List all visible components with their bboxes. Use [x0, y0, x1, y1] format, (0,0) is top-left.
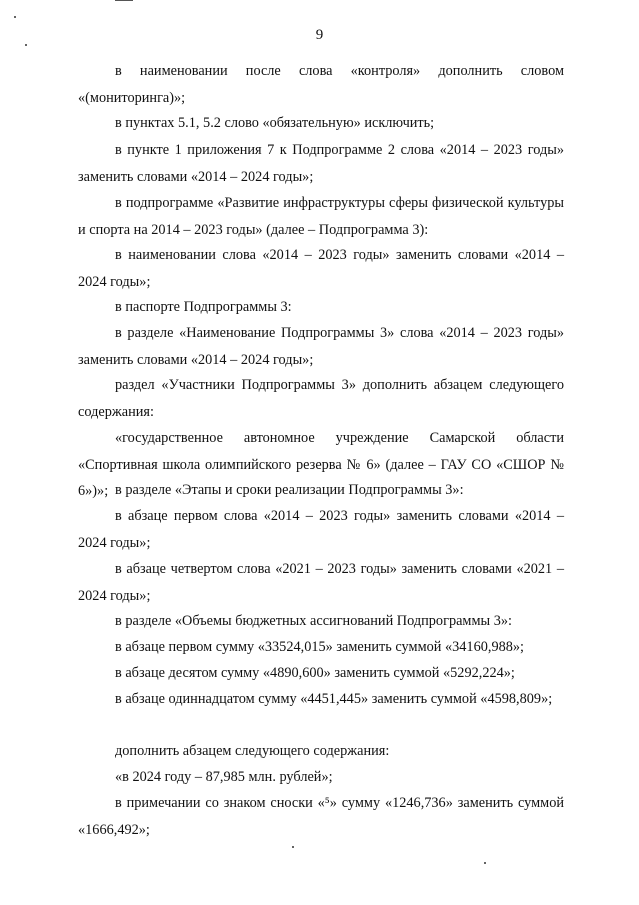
scan-speck [292, 846, 294, 848]
scan-speck [25, 44, 27, 46]
paragraph-7: в разделе «Наименование Подпрограммы 3» слова «2014 – 2023 годы» заменить словами «2014 – 2024 годы»; [78, 325, 564, 368]
paragraph-2: в пунктах 5.1, 5.2 слово «обязательную» исключить; [115, 115, 435, 131]
paragraph-10: в разделе «Этапы и сроки реализации Подпрограммы 3»: [115, 482, 464, 498]
paragraph-14: в абзаце первом сумму «33524,015» заменить суммой «34160,988»; [115, 639, 525, 655]
page-number: 9 [315, 27, 324, 43]
scan-mark [115, 0, 133, 1]
paragraph-11: в абзаце первом слова «2014 – 2023 годы» заменить словами «2014 – 2024 годы»; [78, 508, 564, 551]
paragraph-4: в подпрограмме «Развитие инфраструктуры сферы физической культуры и спорта на 2014 – 2023 годы» (далее – Подпрограмма 3): [78, 195, 564, 238]
paragraph-19: в примечании со знаком сноски «⁵» сумму «1246,736» заменить суммой «1666,492»; [78, 795, 564, 838]
paragraph-1: в наименовании после слова «контроля» дополнить словом «(мониторинга)»; [78, 63, 564, 106]
paragraph-13: в разделе «Объемы бюджетных ассигнований Подпрограммы 3»: [115, 613, 512, 629]
paragraph-15: в абзаце десятом сумму «4890,600» заменить суммой «5292,224»; [115, 665, 515, 681]
paragraph-9: «государственное автономное учреждение Самарской области «Спортивная школа олимпийского резерва № 6» (далее – ГАУ СО «СШОР № 6»)»; [78, 430, 564, 500]
scan-speck [484, 862, 486, 864]
paragraph-16: в абзаце одиннадцатом сумму «4451,445» заменить суммой «4598,809»; [115, 691, 553, 707]
paragraph-8: раздел «Участники Подпрограммы 3» дополнить абзацем следующего содержания: [78, 377, 564, 420]
paragraph-3: в пункте 1 приложения 7 к Подпрограмме 2 слова «2014 – 2023 годы» заменить словами «2014 – 2024 годы»; [78, 142, 564, 185]
paragraph-18: «в 2024 году – 87,985 млн. рублей»; [115, 769, 333, 785]
paragraph-5: в наименовании слова «2014 – 2023 годы» заменить словами «2014 – 2024 годы»; [78, 247, 564, 290]
paragraph-12: в абзаце четвертом слова «2021 – 2023 годы» заменить словами «2021 – 2024 годы»; [78, 561, 564, 604]
paragraph-6: в паспорте Подпрограммы 3: [115, 299, 292, 315]
paragraph-17: дополнить абзацем следующего содержания: [115, 743, 390, 759]
scan-speck [14, 16, 16, 18]
